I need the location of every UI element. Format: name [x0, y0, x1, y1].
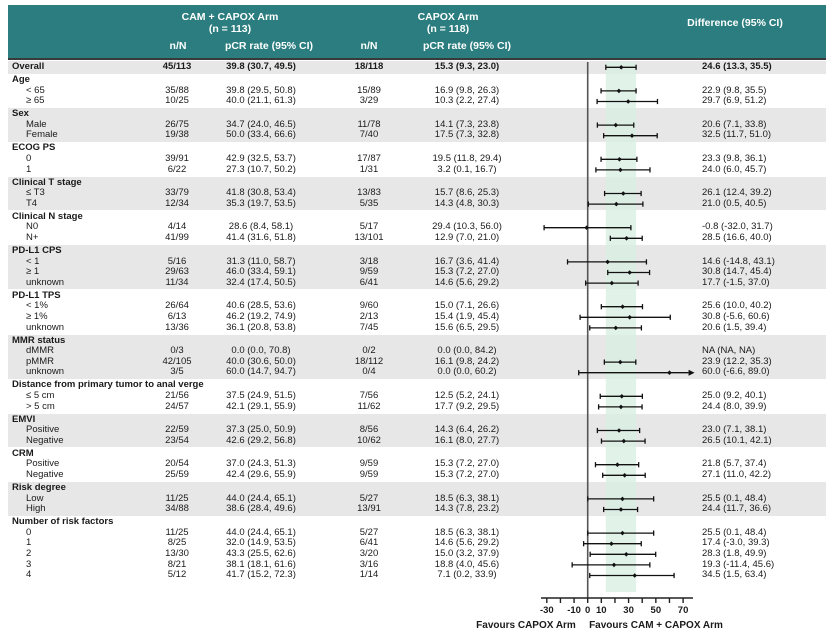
arm2-pcr-value: 29.4 (10.3, 56.0) — [432, 221, 502, 233]
difference-value: 28.3 (1.8, 49.9) — [702, 548, 767, 559]
arm1-n: (n = 113) — [208, 23, 252, 35]
row-label: ≥ 65 — [26, 95, 45, 107]
row-label: T4 — [26, 197, 38, 209]
arm1-pcr-value: 43.3 (25.5, 62.6) — [226, 548, 296, 559]
arm1-pcr-value: 39.8 (30.7, 49.5) — [226, 61, 296, 72]
row-label: > 5 cm — [26, 400, 55, 412]
row-label: 0 — [26, 526, 32, 538]
arm2-nN-value: 3/20 — [359, 548, 379, 559]
arm2-pcr-value: 15.3 (7.2, 27.0) — [434, 266, 500, 278]
arm2-nN-value: 13/83 — [357, 187, 381, 199]
difference-value: 26.1 (12.4, 39.2) — [702, 187, 772, 199]
arm1-nN-value: 11/34 — [165, 276, 189, 288]
arm2-nN-value: 8/56 — [359, 424, 379, 436]
arm1-nN-value: 42/105 — [162, 355, 192, 367]
difference-value: 23.9 (12.2, 35.3) — [702, 355, 772, 367]
arm1-nN-value: 20/54 — [165, 458, 189, 470]
row-label: ≥ 1 — [26, 266, 40, 278]
row-label: Positive — [26, 424, 60, 436]
arm2-nN-value: 18/118 — [354, 61, 384, 72]
arm2-nN-value: 1/14 — [359, 569, 379, 581]
difference-value: 21.8 (5.7, 37.4) — [702, 458, 767, 470]
arm2-pcr-value: 18.5 (6.3, 38.1) — [434, 492, 500, 504]
difference-value: 22.9 (9.8, 35.5) — [702, 84, 767, 96]
difference-value: 25.6 (10.0, 40.2) — [702, 300, 772, 312]
row-label: Negative — [26, 469, 64, 480]
arm2-nN-value: 5/17 — [359, 221, 379, 233]
row-label: Overall — [12, 61, 45, 72]
arm1-pcr-value: 44.0 (24.4, 65.1) — [226, 492, 296, 504]
arm2-pcr-value: 0.0 (0.0, 60.2) — [437, 366, 497, 378]
row-label: ≤ T3 — [26, 187, 45, 199]
arm2-pcr-value: 17.5 (7.3, 32.8) — [434, 129, 500, 141]
difference-value: 30.8 (14.7, 45.4) — [702, 266, 772, 278]
arm2-pcr-value: 15.3 (7.2, 27.0) — [434, 458, 500, 470]
row-label: 3 — [26, 558, 32, 570]
header-separator-line — [8, 58, 826, 60]
row-label: ≤ 5 cm — [26, 390, 55, 401]
arm1-nN-value: 10/25 — [165, 95, 189, 107]
difference-value: 24.6 (13.3, 35.5) — [702, 61, 772, 72]
arm1-pcr-value: 34.7 (24.0, 46.5) — [226, 118, 296, 130]
group-label: PD-L1 CPS — [12, 245, 62, 256]
arm1-pcr-value: 35.3 (19.7, 53.5) — [226, 197, 296, 209]
difference-value: 25.5 (0.1, 48.4) — [702, 492, 767, 504]
arm1-nN-value: 3/5 — [170, 366, 184, 378]
row-label: < 1 — [26, 255, 40, 267]
arm2-pcr-value: 14.3 (6.4, 26.2) — [434, 424, 500, 436]
arm1-pcr-value: 27.3 (10.7, 50.2) — [226, 163, 296, 175]
x-axis-tick-label: 10 — [596, 605, 607, 616]
arm1-pcr-value: 42.9 (32.5, 53.7) — [226, 153, 296, 164]
arm1-nN-value: 4/14 — [167, 221, 187, 233]
difference-column-header: Difference (95% CI) — [687, 17, 783, 29]
arm2-nN-value: 0/4 — [362, 366, 376, 378]
arm1-pcr-value: 40.0 (30.6, 50.0) — [226, 355, 296, 367]
arm2-pcr-column-header: pCR rate (95% CI) — [422, 40, 512, 52]
row-label: pMMR — [26, 355, 54, 367]
arm2-nN-value: 6/41 — [359, 537, 379, 549]
arm1-nN-value: 34/88 — [165, 503, 189, 515]
favours-right-label: Favours CAM + CAPOX Arm — [589, 620, 723, 631]
data-row — [0, 96, 832, 107]
data-row — [0, 199, 832, 210]
group-label: Clinical T stage — [12, 176, 82, 188]
favours-left-label: Favours CAPOX Arm — [476, 620, 576, 631]
row-label: 4 — [26, 569, 32, 581]
arm1-title: CAM + CAPOX Arm — [181, 11, 279, 23]
data-row — [0, 367, 832, 378]
difference-value: 32.5 (11.7, 51.0) — [702, 129, 772, 141]
row-label: 2 — [26, 548, 32, 559]
arm2-pcr-value: 3.2 (0.1, 16.7) — [437, 163, 497, 175]
data-row — [0, 233, 832, 244]
arm1-pcr-value: 40.0 (21.1, 61.3) — [226, 95, 296, 107]
arm1-pcr-column-header: pCR rate (95% CI) — [224, 40, 314, 52]
arm1-nN-column-header: n/N — [169, 40, 187, 52]
arm2-nN-value: 3/29 — [359, 95, 379, 107]
arm2-pcr-value: 0.0 (0.0, 84.2) — [437, 345, 497, 357]
data-row — [0, 402, 832, 413]
difference-value: 23.0 (7.1, 38.1) — [702, 424, 767, 436]
difference-value: 29.7 (6.9, 51.2) — [702, 95, 767, 107]
data-row — [0, 436, 832, 447]
difference-value: 20.6 (7.1, 33.8) — [702, 118, 767, 130]
group-label: MMR status — [12, 334, 66, 346]
group-label: PD-L1 TPS — [12, 289, 61, 301]
arm1-pcr-value: 41.4 (31.6, 51.8) — [226, 232, 296, 243]
arm1-pcr-value: 28.6 (8.4, 58.1) — [228, 221, 294, 233]
row-label: < 1% — [26, 300, 48, 312]
group-label: Sex — [12, 108, 29, 120]
arm2-nN-value: 10/62 — [357, 434, 381, 446]
arm1-pcr-value: 31.3 (11.0, 58.7) — [226, 255, 296, 267]
x-axis-tick-label: 50 — [650, 605, 662, 616]
arm1-nN-value: 23/54 — [165, 434, 189, 446]
arm2-nN-value: 11/78 — [357, 118, 381, 130]
arm2-nN-value: 0/2 — [362, 345, 376, 357]
arm2-nN-value: 6/41 — [359, 276, 379, 288]
arm1-pcr-value: 60.0 (14.7, 94.7) — [226, 366, 296, 378]
row-label: 1 — [26, 163, 32, 175]
difference-value: 23.3 (9.8, 36.1) — [702, 153, 767, 164]
arm1-nN-value: 13/30 — [165, 548, 189, 559]
arm1-pcr-value: 41.8 (30.8, 53.4) — [226, 187, 296, 199]
arm1-nN-value: 22/59 — [165, 424, 189, 436]
difference-value: 27.1 (11.0, 42.2) — [702, 469, 772, 480]
arm1-nN-value: 33/79 — [165, 187, 189, 199]
arm2-pcr-value: 14.6 (5.6, 29.2) — [434, 537, 500, 549]
arm2-nN-value: 3/18 — [359, 255, 379, 267]
difference-value: 30.8 (-5.6, 60.6) — [702, 311, 770, 322]
row-label: N0 — [26, 221, 39, 233]
group-label: Distance from primary tumor to anal verge — [12, 379, 204, 391]
row-label: dMMR — [26, 345, 54, 357]
arm1-nN-value: 26/64 — [165, 300, 189, 312]
arm1-nN-value: 0/3 — [170, 345, 184, 357]
arm1-nN-value: 11/25 — [165, 526, 189, 538]
arm1-nN-value: 6/13 — [167, 311, 187, 322]
arm1-pcr-value: 42.1 (29.1, 55.9) — [226, 400, 296, 412]
difference-value: 21.0 (0.5, 40.5) — [702, 197, 767, 209]
group-label: Clinical N stage — [12, 210, 83, 222]
row-label: unknown — [26, 276, 65, 288]
data-row — [0, 62, 832, 73]
difference-value: 28.5 (16.6, 40.0) — [702, 232, 772, 243]
arm2-pcr-value: 14.3 (7.8, 23.2) — [434, 503, 500, 515]
group-label: CRM — [12, 447, 34, 459]
arm2-pcr-value: 15.0 (7.1, 26.6) — [434, 300, 500, 312]
arm1-nN-value: 45/113 — [162, 61, 192, 72]
arm2-pcr-value: 10.3 (2.2, 27.4) — [434, 95, 500, 107]
row-label: Female — [26, 129, 58, 141]
arm1-pcr-value: 50.0 (33.4, 66.6) — [226, 129, 296, 141]
arm2-n: (n = 118) — [426, 23, 470, 35]
difference-value: 19.3 (-11.4, 45.6) — [702, 558, 775, 570]
arm2-nN-value: 9/59 — [359, 266, 379, 278]
data-row — [0, 504, 832, 515]
x-axis-tick-label: 70 — [677, 605, 689, 616]
row-label: Positive — [26, 458, 60, 470]
arm2-pcr-value: 12.9 (7.0, 21.0) — [434, 232, 500, 243]
difference-value: 25.0 (9.2, 40.1) — [702, 390, 767, 401]
arm2-nN-value: 1/31 — [359, 163, 379, 175]
arm2-nN-value: 9/59 — [359, 458, 379, 470]
group-label: EMVI — [12, 413, 36, 425]
arm2-pcr-value: 14.3 (4.8, 30.3) — [434, 197, 500, 209]
difference-value: 14.6 (-14.8, 43.1) — [702, 255, 775, 267]
row-label: High — [26, 503, 46, 515]
arm1-nN-value: 19/38 — [165, 129, 189, 141]
arm2-nN-value: 3/16 — [359, 558, 379, 570]
x-axis-tick-label: 30 — [623, 605, 634, 616]
arm2-title: CAPOX Arm — [417, 11, 479, 23]
arm1-nN-value: 5/16 — [167, 255, 187, 267]
arm2-nN-value: 17/87 — [357, 153, 381, 164]
group-label: ECOG PS — [12, 142, 56, 154]
x-axis-tick-label: -10 — [567, 605, 581, 616]
arm1-pcr-value: 32.0 (14.9, 53.5) — [226, 537, 296, 549]
arm1-nN-value: 8/21 — [167, 558, 187, 570]
arm2-nN-value: 18/112 — [354, 355, 384, 367]
arm2-nN-column-header: n/N — [360, 40, 378, 52]
row-label: Negative — [26, 434, 64, 446]
difference-value: 17.7 (-1.5, 37.0) — [702, 276, 770, 288]
arm2-nN-value: 9/60 — [359, 300, 379, 312]
arm2-pcr-value: 7.1 (0.2, 33.9) — [437, 569, 497, 581]
arm2-nN-value: 15/89 — [357, 84, 381, 96]
arm1-nN-value: 35/88 — [165, 84, 189, 96]
row-label: unknown — [26, 366, 65, 378]
arm1-pcr-value: 46.2 (19.2, 74.9) — [226, 311, 296, 322]
row-label: ≥ 1% — [26, 311, 48, 322]
difference-value: 24.4 (11.7, 36.6) — [702, 503, 772, 515]
arm2-pcr-value: 18.8 (4.0, 45.6) — [434, 558, 500, 570]
arm1-pcr-value: 37.0 (24.3, 51.3) — [226, 458, 296, 470]
arm2-pcr-value: 15.3 (7.2, 27.0) — [434, 469, 500, 480]
row-label: < 65 — [26, 84, 45, 96]
arm2-pcr-value: 14.6 (5.6, 29.2) — [434, 276, 500, 288]
arm1-pcr-value: 38.1 (18.1, 61.6) — [226, 558, 296, 570]
arm1-nN-value: 6/22 — [167, 163, 187, 175]
arm1-nN-value: 8/25 — [167, 537, 187, 549]
group-label: Risk degree — [12, 482, 66, 493]
arm1-pcr-value: 42.4 (29.6, 55.9) — [226, 469, 296, 480]
arm1-pcr-value: 32.4 (17.4, 50.5) — [226, 276, 296, 288]
difference-value: 60.0 (-6.6, 89.0) — [702, 366, 770, 378]
arm1-nN-value: 26/75 — [165, 118, 189, 130]
table-header-band — [8, 5, 826, 58]
difference-value: 26.5 (10.1, 42.1) — [702, 434, 772, 446]
arm1-nN-value: 13/36 — [165, 321, 189, 333]
arm2-nN-value: 9/59 — [359, 469, 379, 480]
arm1-pcr-value: 39.8 (29.5, 50.8) — [226, 84, 296, 96]
x-axis-tick-label: -30 — [539, 605, 554, 616]
arm2-pcr-value: 15.0 (3.2, 37.9) — [434, 548, 500, 559]
group-label: Age — [12, 74, 30, 85]
arm2-pcr-value: 15.6 (6.5, 29.5) — [434, 321, 500, 333]
data-row — [0, 130, 832, 141]
arm1-pcr-value: 42.6 (29.2, 56.8) — [226, 434, 296, 446]
arm1-pcr-value: 44.0 (24.4, 65.1) — [226, 526, 296, 538]
arm2-nN-value: 5/27 — [359, 492, 379, 504]
arm2-nN-value: 7/56 — [359, 390, 379, 401]
difference-value: 24.0 (6.0, 45.7) — [702, 163, 767, 175]
row-label: unknown — [26, 321, 65, 333]
arm2-pcr-value: 16.1 (8.0, 27.7) — [434, 434, 500, 446]
arm2-pcr-value: 14.1 (7.3, 23.8) — [434, 118, 500, 130]
arm2-pcr-value: 15.4 (1.9, 45.4) — [434, 311, 500, 322]
row-label: 0 — [26, 153, 32, 164]
arm2-pcr-value: 19.5 (11.8, 29.4) — [432, 153, 502, 164]
data-row — [0, 165, 832, 176]
arm2-pcr-value: 15.3 (9.3, 23.0) — [434, 61, 500, 72]
arm1-nN-value: 12/34 — [165, 197, 189, 209]
arm1-nN-value: 29/63 — [165, 266, 189, 278]
arm1-pcr-value: 0.0 (0.0, 70.8) — [231, 345, 291, 357]
arm2-pcr-value: 17.7 (9.2, 29.5) — [434, 400, 500, 412]
difference-value: 25.5 (0.1, 48.4) — [702, 526, 767, 538]
data-row — [0, 470, 832, 481]
data-row — [0, 570, 832, 581]
arm2-nN-value: 5/35 — [359, 197, 379, 209]
difference-value: 24.4 (8.0, 39.9) — [702, 400, 767, 412]
difference-value: 34.5 (1.5, 63.4) — [702, 569, 767, 581]
arm1-pcr-value: 38.6 (28.4, 49.6) — [226, 503, 296, 515]
arm2-pcr-value: 15.7 (8.6, 25.3) — [434, 187, 500, 199]
arm1-nN-value: 11/25 — [165, 492, 189, 504]
arm1-pcr-value: 40.6 (28.5, 53.6) — [226, 300, 296, 312]
arm1-nN-value: 39/91 — [165, 153, 189, 164]
arm2-pcr-value: 18.5 (6.3, 38.1) — [434, 526, 500, 538]
group-label: Number of risk factors — [12, 516, 114, 528]
arm1-nN-value: 5/12 — [167, 569, 187, 581]
arm2-nN-value: 13/91 — [357, 503, 381, 515]
arm2-nN-value: 5/27 — [359, 526, 379, 538]
row-label: Low — [26, 492, 44, 504]
arm2-nN-value: 11/62 — [357, 400, 381, 412]
row-label: N+ — [26, 232, 39, 243]
data-row — [0, 323, 832, 334]
arm1-nN-value: 41/99 — [165, 232, 189, 243]
arm1-nN-value: 21/56 — [165, 390, 189, 401]
row-label: 1 — [26, 537, 32, 549]
difference-value: -0.8 (-32.0, 31.7) — [702, 221, 773, 233]
arm1-pcr-value: 36.1 (20.8, 53.8) — [226, 321, 296, 333]
difference-value: NA (NA, NA) — [702, 345, 756, 357]
arm2-nN-value: 7/40 — [359, 129, 379, 141]
arm1-pcr-value: 37.3 (25.0, 50.9) — [226, 424, 296, 436]
arm1-pcr-value: 41.7 (15.2, 72.3) — [226, 569, 296, 581]
arm2-nN-value: 2/13 — [359, 311, 379, 322]
arm2-pcr-value: 16.1 (9.8, 24.2) — [434, 355, 500, 367]
arm1-pcr-value: 46.0 (33.4, 59.1) — [226, 266, 296, 278]
data-row — [0, 278, 832, 289]
arm2-nN-value: 13/101 — [354, 232, 384, 243]
row-label: Male — [26, 118, 47, 130]
arm1-nN-value: 25/59 — [165, 469, 189, 480]
difference-value: 20.6 (1.5, 39.4) — [702, 321, 767, 333]
arm1-pcr-value: 37.5 (24.9, 51.5) — [226, 390, 296, 401]
arm2-pcr-value: 12.5 (5.2, 24.1) — [434, 390, 500, 401]
arm2-pcr-value: 16.7 (3.6, 41.4) — [434, 255, 500, 267]
arm1-nN-value: 24/57 — [165, 400, 189, 412]
arm2-pcr-value: 16.9 (9.8, 26.3) — [434, 84, 500, 96]
difference-value: 17.4 (-3.0, 39.3) — [702, 537, 770, 549]
x-axis-tick-label: 0 — [585, 605, 591, 616]
arm2-nN-value: 7/45 — [359, 321, 379, 333]
